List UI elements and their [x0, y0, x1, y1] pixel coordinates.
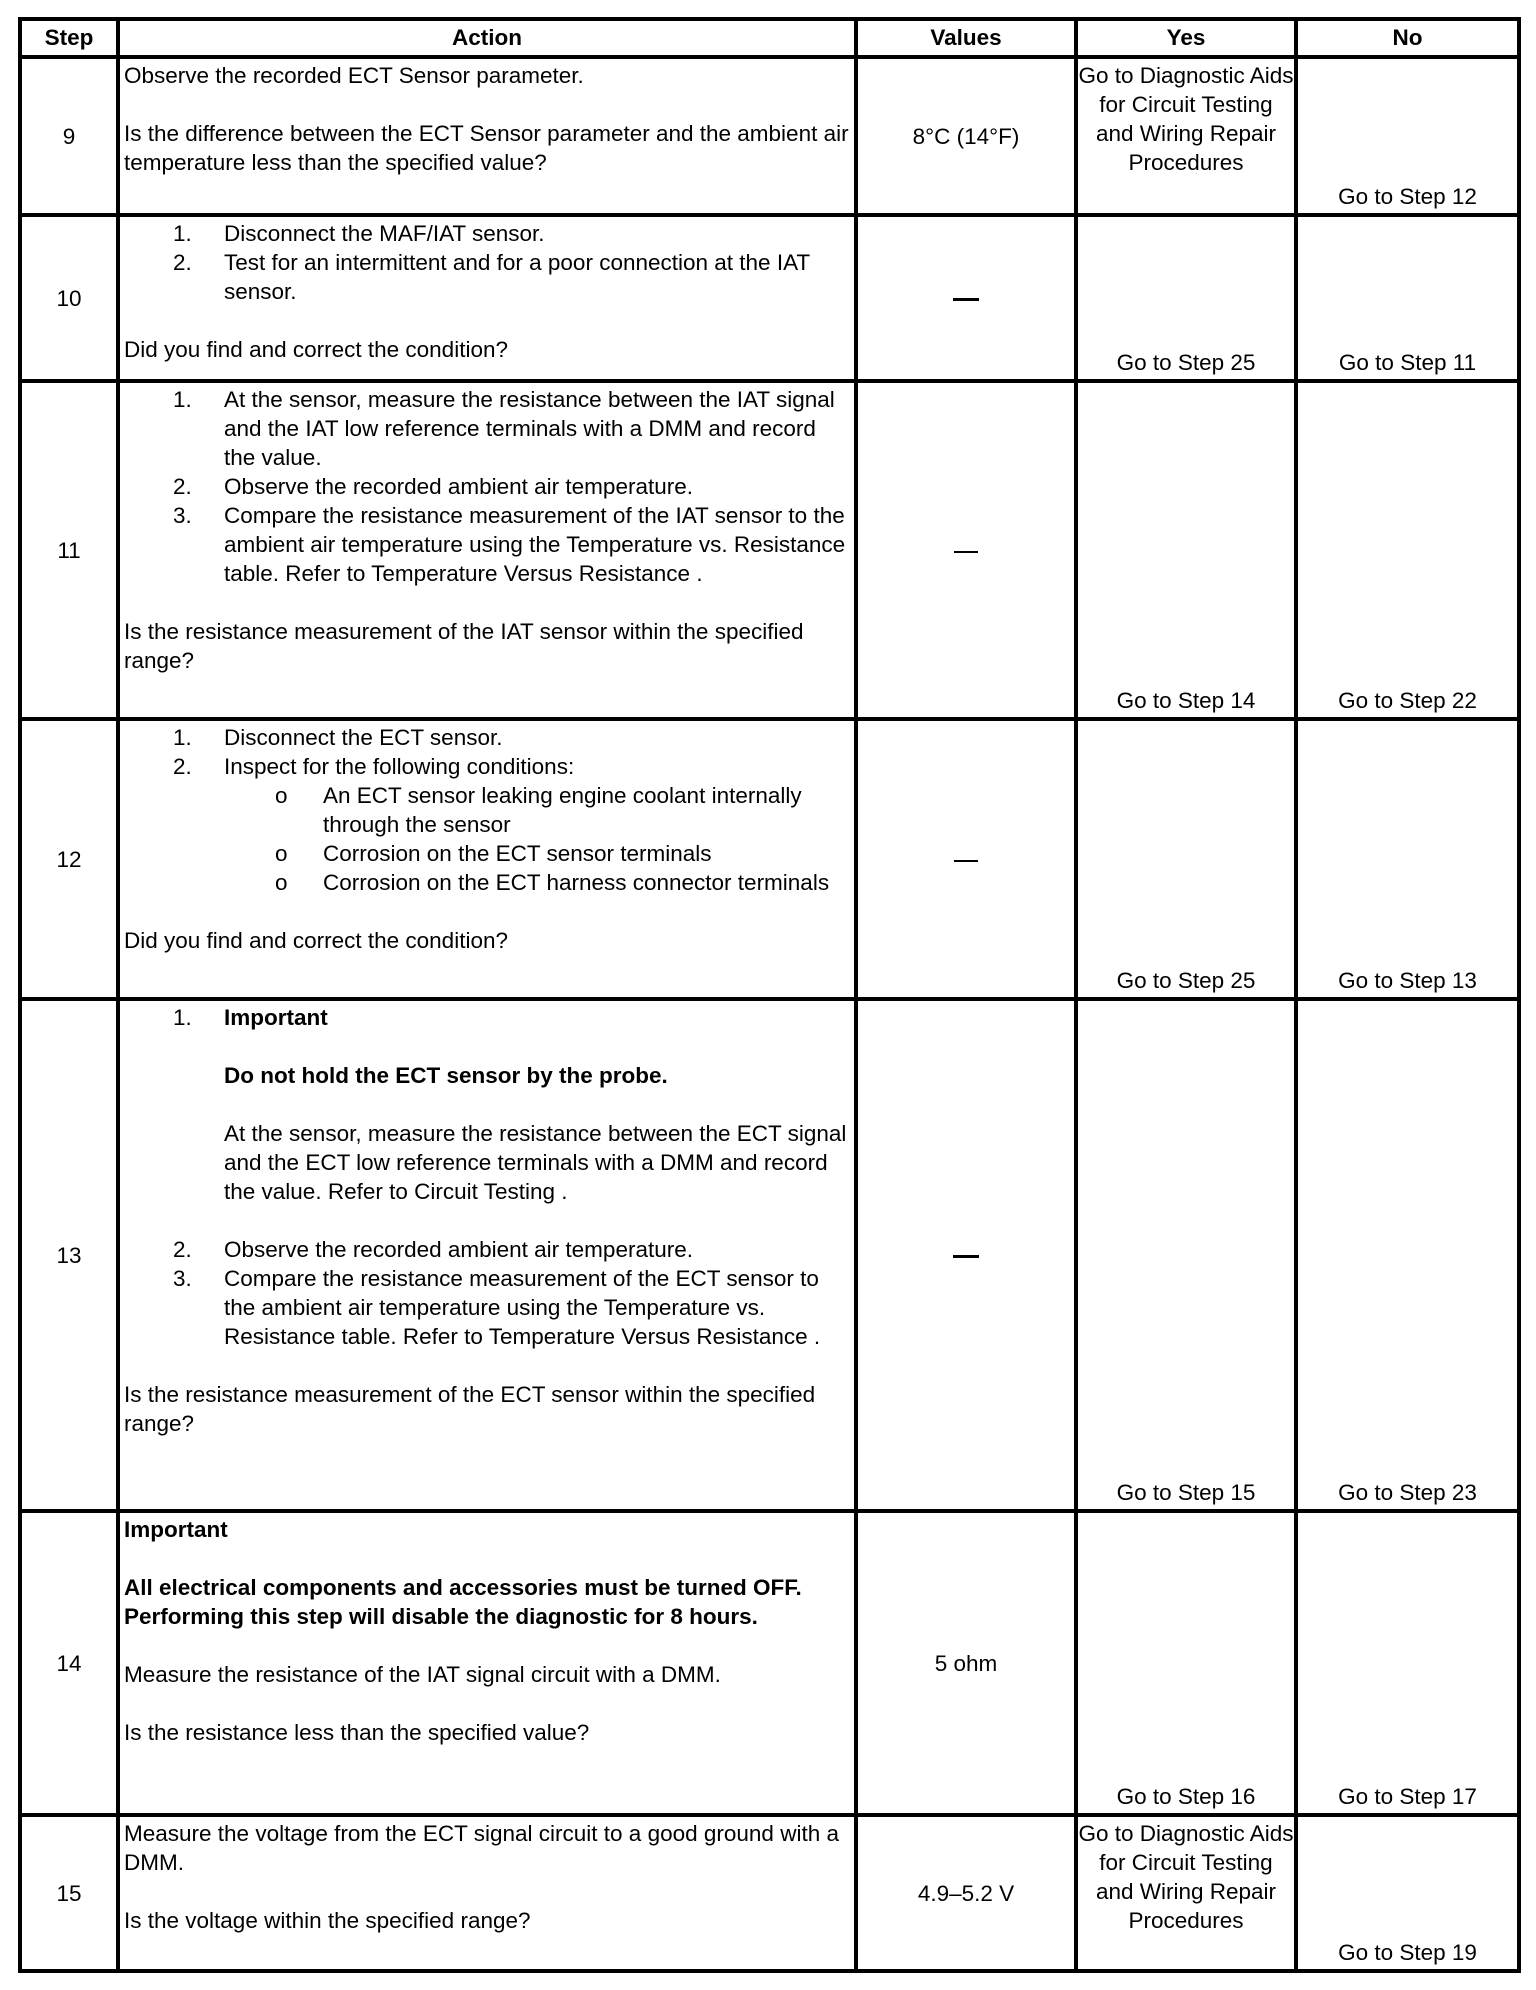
action-question: Is the resistance less than the specified value?: [124, 1720, 590, 1745]
table-row: [20, 719, 1519, 999]
action-cell: [118, 1511, 856, 1815]
no-cell: [1296, 57, 1519, 215]
action-question: Is the voltage within the specified range?: [124, 1908, 531, 1933]
yes-link[interactable]: Go to Step 25: [1116, 350, 1256, 375]
action-question: Did you find and correct the condition?: [124, 928, 508, 953]
no-cell: [1296, 999, 1519, 1511]
bullet-icon: o: [275, 783, 288, 808]
yes-link[interactable]: Go to Step 16: [1116, 1784, 1256, 1809]
yes-link[interactable]: Go to Step 15: [1116, 1480, 1256, 1505]
list-item: Compare the resistance measurement of the ECT sensor to the ambient air temperature using the Temperature vs. Resistance table. Refer to Temperature Versus Resistance .: [224, 1266, 821, 1349]
diagnostic-table: [18, 17, 1521, 1973]
list-item: At the sensor, measure the resistance between the IAT signal and the IAT low reference terminals with a DMM and record the value.: [224, 387, 835, 470]
list-number: 2.: [173, 754, 192, 779]
list-number: 3.: [173, 1266, 192, 1291]
value-cell: 4.9–5.2 V: [856, 1815, 1076, 1971]
no-link[interactable]: Go to Step 22: [1338, 688, 1477, 713]
table-row: [20, 1511, 1519, 1815]
header-action: Action: [118, 19, 856, 57]
important-label: Important: [224, 1005, 328, 1030]
list-number: 2.: [173, 474, 192, 499]
action-text: Measure the resistance of the IAT signal circuit with a DMM.: [124, 1662, 721, 1687]
list-item: At the sensor, measure the resistance between the ECT signal and the ECT low reference terminals with a DMM and record the value. Refer to Circuit Testing .: [224, 1121, 847, 1204]
table-row: [20, 381, 1519, 719]
header-yes: Yes: [1076, 19, 1296, 57]
action-cell: [118, 381, 856, 719]
no-link[interactable]: Go to Step 23: [1338, 1480, 1477, 1505]
no-link[interactable]: Go to Step 17: [1338, 1784, 1477, 1809]
value-cell: [856, 215, 1076, 381]
action-cell: [118, 999, 856, 1511]
bullet-icon: o: [275, 841, 288, 866]
list-number: 1.: [173, 387, 192, 412]
list-item: Inspect for the following conditions:: [224, 754, 575, 779]
step-number: 14: [20, 1511, 118, 1815]
no-value-dash: [954, 551, 978, 553]
value-cell: 8°C (14°F): [856, 57, 1076, 215]
no-value-dash: [953, 1255, 979, 1258]
action-cell: [118, 1815, 856, 1971]
list-item: Observe the recorded ambient air temperature.: [224, 1237, 693, 1262]
no-value-dash: [954, 860, 978, 862]
list-item: Compare the resistance measurement of the IAT sensor to the ambient air temperature using the Temperature vs. Resistance table. Refer to Temperature Versus Resistance .: [224, 503, 846, 586]
sub-item: Corrosion on the ECT sensor terminals: [323, 841, 712, 866]
no-link[interactable]: Go to Step 12: [1338, 184, 1477, 209]
table-row: [20, 215, 1519, 381]
yes-cell: [1076, 999, 1296, 1511]
bullet-icon: o: [275, 870, 288, 895]
value-cell: [856, 381, 1076, 719]
header-values: Values: [856, 19, 1076, 57]
action-cell: [118, 215, 856, 381]
action-text: Observe the recorded ECT Sensor parameter.: [124, 63, 584, 88]
no-link[interactable]: Go to Step 11: [1338, 350, 1477, 375]
header-row: [20, 19, 1519, 57]
list-item: Observe the recorded ambient air temperature.: [224, 474, 693, 499]
action-question: Did you find and correct the condition?: [124, 337, 508, 362]
no-cell: [1296, 1815, 1519, 1971]
header-no: No: [1296, 19, 1519, 57]
step-number: 9: [20, 57, 118, 215]
list-number: 3.: [173, 503, 192, 528]
list-number: 1.: [173, 221, 192, 246]
yes-cell: [1076, 1511, 1296, 1815]
table-row: [20, 1815, 1519, 1971]
yes-cell: [1076, 719, 1296, 999]
list-item: Disconnect the MAF/IAT sensor.: [224, 221, 545, 246]
step-number: 13: [20, 999, 118, 1511]
no-value-dash: [953, 298, 979, 301]
yes-cell: [1076, 215, 1296, 381]
value-cell: [856, 999, 1076, 1511]
step-number: 11: [20, 381, 118, 719]
important-note: All electrical components and accessories must be turned OFF. Performing this step will disable the diagnostic for 8 hours.: [124, 1575, 802, 1629]
yes-cell: [1076, 381, 1296, 719]
no-cell: [1296, 719, 1519, 999]
yes-cell: [1076, 57, 1296, 215]
action-question: Is the difference between the ECT Sensor parameter and the ambient air temperature less than the specified value?: [124, 121, 849, 175]
table-row: [20, 57, 1519, 215]
important-note: Do not hold the ECT sensor by the probe.: [224, 1063, 668, 1088]
table-row: [20, 999, 1519, 1511]
yes-cell: [1076, 1815, 1296, 1971]
header-step: Step: [20, 19, 118, 57]
list-number: 1.: [173, 1005, 192, 1030]
list-number: 2.: [173, 250, 192, 275]
no-cell: [1296, 1511, 1519, 1815]
step-number: 15: [20, 1815, 118, 1971]
yes-link[interactable]: Go to Diagnostic Aids for Circuit Testing and Wiring Repair Procedures: [1078, 1821, 1294, 1933]
action-text: Measure the voltage from the ECT signal circuit to a good ground with a DMM.: [124, 1821, 839, 1875]
action-question: Is the resistance measurement of the ECT sensor within the specified range?: [124, 1382, 816, 1436]
no-cell: [1296, 381, 1519, 719]
sub-item: Corrosion on the ECT harness connector terminals: [323, 870, 830, 895]
no-cell: [1296, 215, 1519, 381]
no-link[interactable]: Go to Step 19: [1338, 1940, 1477, 1965]
list-number: 1.: [173, 725, 192, 750]
value-cell: [856, 719, 1076, 999]
action-cell: [118, 719, 856, 999]
sub-item: An ECT sensor leaking engine coolant internally through the sensor: [323, 783, 802, 837]
no-link[interactable]: Go to Step 13: [1338, 968, 1477, 993]
list-item: Disconnect the ECT sensor.: [224, 725, 503, 750]
yes-link[interactable]: Go to Diagnostic Aids for Circuit Testing and Wiring Repair Procedures: [1078, 63, 1294, 175]
action-question: Is the resistance measurement of the IAT sensor within the specified range?: [124, 619, 804, 673]
important-label: Important: [124, 1517, 228, 1542]
step-number: 10: [20, 215, 118, 381]
value-cell: 5 ohm: [856, 1511, 1076, 1815]
step-number: 12: [20, 719, 118, 999]
action-cell: [118, 57, 856, 215]
yes-link[interactable]: Go to Step 25: [1116, 968, 1256, 993]
yes-link[interactable]: Go to Step 14: [1116, 688, 1256, 713]
list-item: Test for an intermittent and for a poor connection at the IAT sensor.: [224, 250, 810, 304]
list-number: 2.: [173, 1237, 192, 1262]
